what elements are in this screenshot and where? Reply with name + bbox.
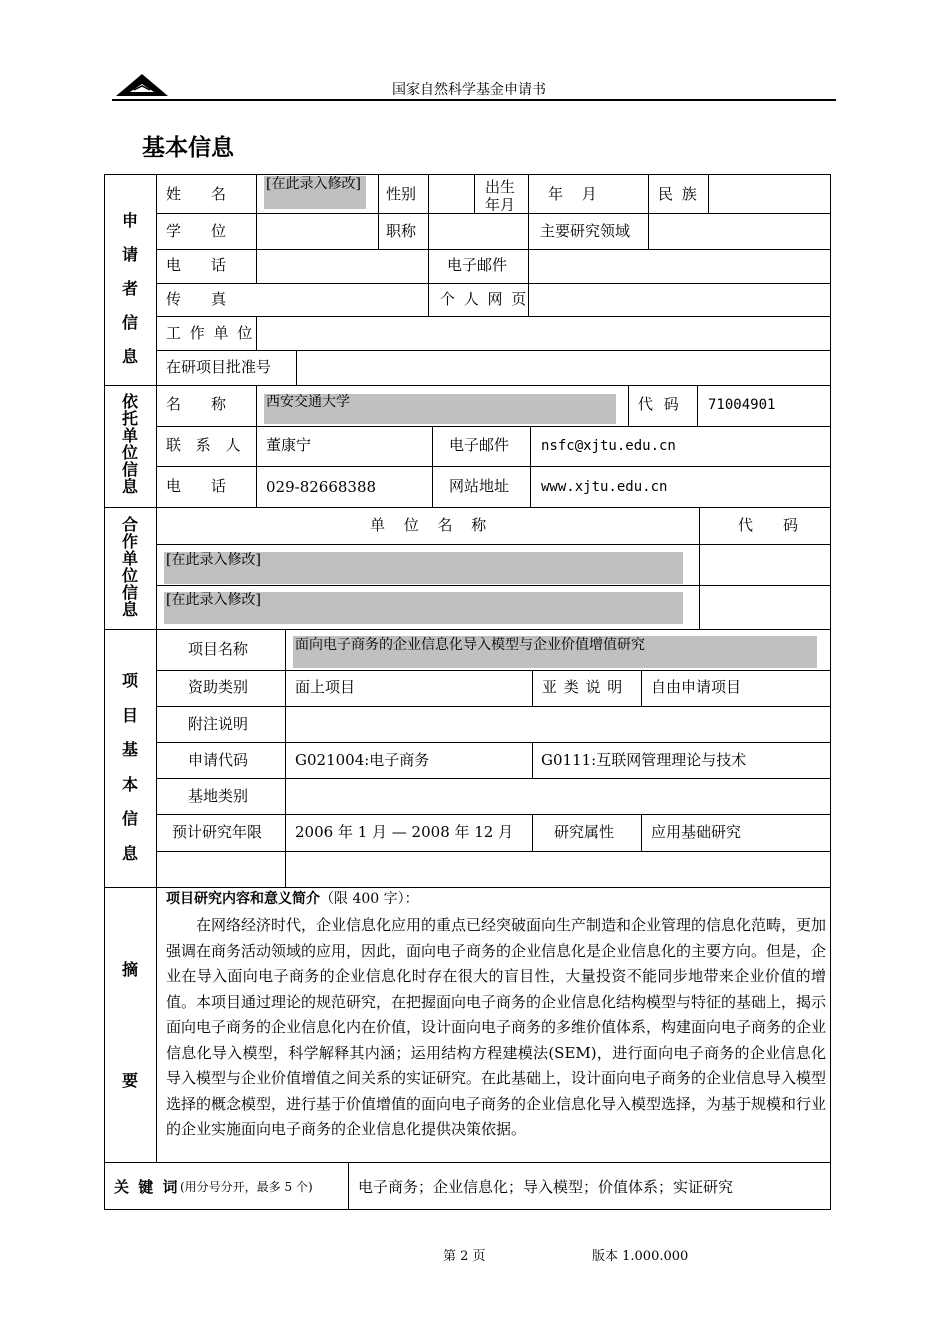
applicant-email-label: 电子邮件 bbox=[447, 256, 508, 274]
applicant-name-input[interactable]: [在此录入修改] bbox=[266, 176, 361, 192]
host-contact-value[interactable]: 董康宁 bbox=[266, 436, 312, 454]
section-title: 基本信息 bbox=[142, 135, 234, 161]
host-email-label: 电子邮件 bbox=[449, 436, 510, 454]
host-phone-value[interactable]: 029-82668388 bbox=[266, 478, 377, 496]
partner-code-header: 代 码 bbox=[738, 516, 799, 534]
project-attribute-label: 研究属性 bbox=[554, 823, 615, 841]
abstract-group-label-2: 要 bbox=[122, 1071, 139, 1090]
applicant-field-label: 主要研究领域 bbox=[540, 222, 631, 240]
applicant-work-unit-label: 工 作 单 位 bbox=[166, 324, 255, 342]
project-base-label: 基地类别 bbox=[188, 787, 249, 805]
header-title: 国家自然科学基金申请书 bbox=[392, 82, 546, 98]
host-website-label: 网站地址 bbox=[449, 477, 510, 495]
project-attribute-value[interactable]: 应用基础研究 bbox=[651, 823, 742, 841]
keywords-hint: (用分号分开，最多 5 个) bbox=[180, 1180, 313, 1194]
applicant-degree-label: 学 位 bbox=[166, 222, 227, 240]
applicant-project-no-label: 在研项目批准号 bbox=[166, 358, 272, 376]
header-rule bbox=[112, 99, 836, 101]
abstract-text[interactable]: 在网络经济时代，企业信息化应用的重点已经突破面向生产制造和企业管理的信息化范畴，更加强调在商务活动领域的应用，因此，面向电子商务的企业信息化是企业信息化的主要方向。但是，企业在导入面向电子商务的企业信息化时存在很大的盲目性，大量投资不能同步地带来企业价值的增值。本项目通过理论的规范研究，在把握面向电子商务的企业信息化结构模型与特征的基础上，揭示面向电子商务的企业信息化内在价值，设计面向电子商务的多维价值体系，构建面向电子商务的企业信息化导入模型，科学解释其内涵；运用结构方程建模法(SEM)，进行面向电子商务的企业信息化导入模型与企业价值增值之间关系的实证研究。在此基础上，设计面向电子商务的企业信息导入模型选择的概念模型，进行基于价值增值的面向电子商务的企业信息化导入模型选择，为基于规模和行业的企业实施面向电子商务的企业信息化提供决策依据。 bbox=[166, 916, 827, 1138]
applicant-gender-label: 性别 bbox=[386, 185, 417, 203]
project-funding-value[interactable]: 面上项目 bbox=[295, 678, 356, 696]
footer-version: 版本 1.000.000 bbox=[592, 1249, 689, 1264]
project-period-value[interactable]: 2006 年 1 月 — 2008 年 12 月 bbox=[295, 823, 514, 841]
partner-row2-input[interactable]: [在此录入修改] bbox=[166, 592, 261, 608]
footer-page: 第 2 页 bbox=[443, 1249, 486, 1264]
partner-row1-input[interactable]: [在此录入修改] bbox=[166, 552, 261, 568]
abstract-heading-line bbox=[166, 892, 419, 906]
host-group-label: 依 托 单 位 信 息 bbox=[121, 392, 138, 496]
project-funding-label: 资助类别 bbox=[188, 678, 249, 696]
applicant-phone-label: 电 话 bbox=[166, 256, 227, 274]
project-note-label: 附注说明 bbox=[188, 715, 249, 733]
abstract-limit: （限 400 字）： bbox=[320, 891, 419, 907]
applicant-birth-value[interactable]: 年 月 bbox=[548, 185, 597, 203]
host-email-value[interactable]: nsfc@xjtu.edu.cn bbox=[541, 438, 676, 454]
project-group-label: 项 目 基 本 信 息 bbox=[121, 671, 138, 863]
applicant-birth-label: 出生年月 bbox=[485, 178, 516, 211]
project-name-value[interactable]: 面向电子商务的企业信息化导入模型与企业价值增值研究 bbox=[295, 637, 645, 653]
applicant-title-label: 职称 bbox=[386, 222, 417, 240]
abstract-group-label-1: 摘 bbox=[122, 960, 139, 979]
abstract-heading: 项目研究内容和意义简介 bbox=[166, 891, 320, 907]
project-period-label: 预计研究年限 bbox=[172, 823, 263, 841]
project-subtype-value[interactable]: 自由申请项目 bbox=[651, 678, 742, 696]
project-code2-value[interactable]: G0111:互联网管理理论与技术 bbox=[541, 751, 747, 769]
host-name-label: 名 称 bbox=[166, 395, 227, 413]
project-code-label: 申请代码 bbox=[188, 751, 249, 769]
applicant-fax-label: 传 真 bbox=[166, 290, 227, 308]
applicant-ethnicity-label: 民 族 bbox=[658, 185, 697, 203]
keywords-label: 关 键 词 bbox=[114, 1178, 180, 1196]
nsfc-logo bbox=[114, 70, 170, 98]
applicant-name-label: 姓 名 bbox=[166, 185, 227, 203]
applicant-group-label: 申 请 者 信 息 bbox=[121, 211, 138, 366]
partner-unit-name-header: 单 位 名 称 bbox=[370, 516, 487, 534]
project-subtype-label: 亚 类 说 明 bbox=[542, 678, 624, 696]
host-code-value[interactable]: 71004901 bbox=[708, 397, 776, 413]
project-name-label: 项目名称 bbox=[188, 640, 249, 658]
host-phone-label: 电 话 bbox=[166, 477, 227, 495]
applicant-homepage-label: 个 人 网 页 bbox=[440, 290, 529, 308]
host-website-value[interactable]: www.xjtu.edu.cn bbox=[541, 479, 668, 495]
keywords-value[interactable]: 电子商务；企业信息化；导入模型；价值体系；实证研究 bbox=[358, 1178, 734, 1196]
host-contact-label: 联 系 人 bbox=[166, 436, 241, 454]
partner-group-label: 合 作 单 位 信 息 bbox=[121, 515, 138, 619]
project-code1-value[interactable]: G021004:电子商务 bbox=[295, 751, 430, 769]
host-code-label: 代 码 bbox=[638, 395, 679, 413]
host-name-value[interactable]: 西安交通大学 bbox=[266, 394, 350, 410]
